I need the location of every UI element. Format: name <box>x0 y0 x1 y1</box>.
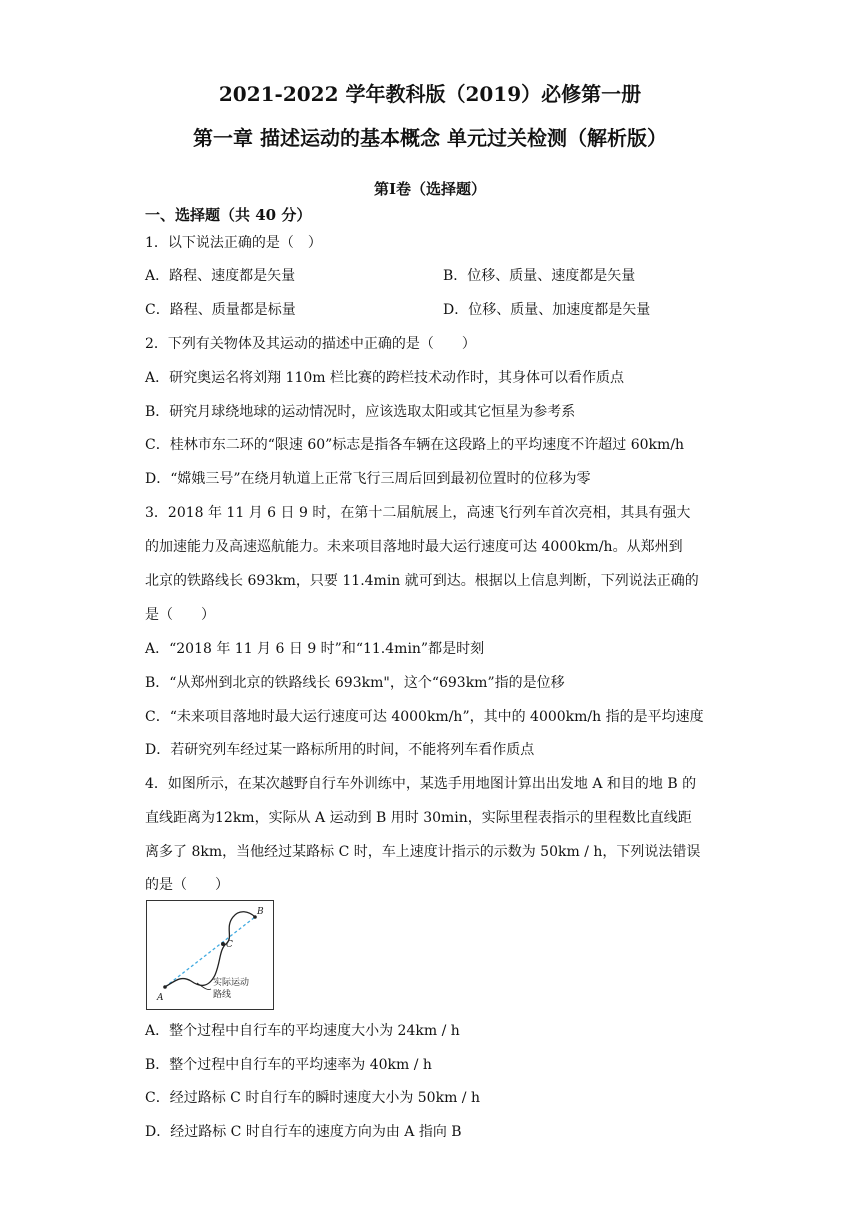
route-diagram-svg <box>147 901 273 1009</box>
q3-option-d: D．若研究列车经过某一路标所用的时间，不能将列车看作质点 <box>145 742 535 758</box>
q2-option-b: B．研究月球绕地球的运动情况时，应该选取太阳或其它恒星为参考系 <box>145 404 576 420</box>
document-title-line1: 2021-2022 学年教科版（2019）必修第一册 <box>218 82 642 106</box>
q4-stem-line4: 的是（ ） <box>145 877 229 893</box>
straight-line-ab <box>165 917 255 987</box>
q1-option-a: A．路程、速度都是矢量 <box>145 268 296 284</box>
q4-stem-line2: 直线距离为12km，实际从 A 运动到 B 用时 30min，实际里程表指示的里程数比直线距 <box>145 810 692 826</box>
q4-option-c: C．经过路标 C 时自行车的瞬时速度大小为 50km / h <box>145 1090 480 1106</box>
route-label-line1: 实际运动 <box>213 978 250 988</box>
q2-option-d: D．“嫦娥三号”在绕月轨道上正常飞行三周后回到最初位置时的位移为零 <box>145 471 591 487</box>
label-b: B <box>257 907 264 917</box>
q1-option-c: C．路程、质量都是标量 <box>145 302 296 318</box>
route-diagram <box>146 900 274 1010</box>
section-heading: 一、选择题（共 40 分） <box>145 206 312 224</box>
point-a-dot <box>163 985 167 989</box>
q1-option-d: D．位移、质量、加速度都是矢量 <box>443 302 651 318</box>
label-a: A <box>157 993 164 1003</box>
q3-stem-line2: 的加速能力及高速巡航能力。未来项目落地时最大运行速度可达 4000km/h。从郑州到 <box>145 539 683 555</box>
q4-stem-line3: 离多了 8km，当他经过某路标 C 时，车上速度计指示的示数为 50km / h，下列说法错误 <box>145 844 701 860</box>
q3-option-c: C．“未来项目落地时最大运行速度可达 4000km/h”，其中的 4000km/h 指的是平均速度 <box>145 709 704 725</box>
q3-stem-line4: 是（ ） <box>145 607 215 623</box>
q3-stem-line1: 3．2018 年 11 月 6 日 9 时，在第十二届航展上，高速飞行列车首次亮相，其具有强大 <box>145 505 691 521</box>
q4-stem-line1: 4．如图所示，在某次越野自行车外训练中，某选手用地图计算出出发地 A 和目的地 B 的 <box>145 776 697 792</box>
q3-stem-line3: 北京的铁路线长 693km，只要 11.4min 就可到达。根据以上信息判断，下列说法正确的 <box>145 573 699 589</box>
q3-option-b: B．“从郑州到北京的铁路线长 693km"，这个“693km”指的是位移 <box>145 675 565 691</box>
q1-stem: 1．以下说法正确的是（ ） <box>145 235 322 251</box>
q1-option-b: B．位移、质量、速度都是矢量 <box>443 268 636 284</box>
q2-option-a: A．研究奥运名将刘翔 110m 栏比赛的跨栏技术动作时，其身体可以看作质点 <box>145 370 625 386</box>
q2-option-c: C．桂林市东二环的“限速 60”标志是指各车辆在这段路上的平均速度不许超过 60km/h <box>145 437 685 453</box>
q4-option-a: A．整个过程中自行车的平均速度大小为 24km / h <box>145 1023 460 1039</box>
document-title-line2: 第一章 描述运动的基本概念 单元过关检测（解析版） <box>193 126 667 150</box>
point-c-dot <box>221 942 225 946</box>
route-label-line2: 路线 <box>213 990 232 1000</box>
route-callout-line <box>197 983 211 990</box>
q2-stem: 2．下列有关物体及其运动的描述中正确的是（ ） <box>145 336 476 352</box>
q3-option-a: A．“2018 年 11 月 6 日 9 时”和“11.4min”都是时刻 <box>145 641 485 657</box>
label-c: C <box>226 940 233 950</box>
q4-option-d: D．经过路标 C 时自行车的速度方向为由 A 指向 B <box>145 1124 462 1140</box>
volume-heading: 第Ⅰ卷（选择题） <box>373 180 487 198</box>
q4-option-b: B．整个过程中自行车的平均速率为 40km / h <box>145 1057 432 1073</box>
